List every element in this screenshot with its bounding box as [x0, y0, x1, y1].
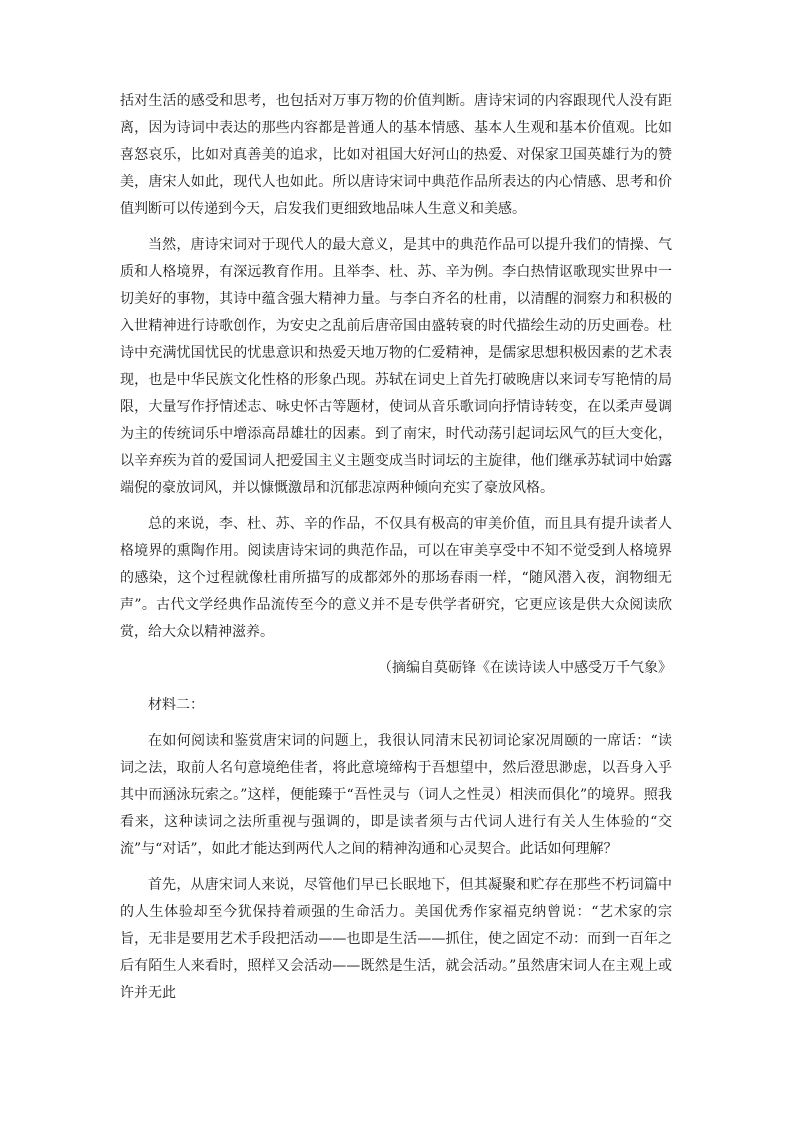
- paragraph-3: 总的来说，李、杜、苏、辛的作品，不仅具有极高的审美价值，而且具有提升读者人格境界的熏陶作用。阅读唐诗宋词的典范作品，可以在审美享受中不知不觉受到人格境界的感染，这个过程就像杜甫所描写的成都郊外的那场春雨一样，“随风潜入夜，润物细无声”。古代文学经典作品流传至今的意义并不是专供学者研究，它更应该是供大众阅读欣赏，给大众以精神滋养。: [120, 516, 672, 640]
- paragraph-1: 括对生活的感受和思考，也包括对万事万物的价值判断。唐诗宋词的内容跟现代人没有距离，因为诗词中表达的那些内容都是普通人的基本情感、基本人生观和基本价值观。比如喜怒哀乐，比如对真善美的追求，比如对祖国大好河山的热爱、对保家卫国英雄行为的赞美，唐宋人如此，现代人也如此。所以唐诗宋词中典范作品所表达的内心情感、思考和价值判断可以传递到今天，启发我们更细致地品味人生意义和美感。: [120, 93, 672, 217]
- paragraph-5: 首先，从唐宋词人来说，尽管他们早已长眠地下，但其凝聚和贮存在那些不朽词篇中的人生体验却至今犹保持着顽强的生命活力。美国优秀作家福克纳曾说：“艺术家的宗旨，无非是要用艺术手段把活动——也即是生活——抓住，使之固定不动：而到一百年之后有陌生人来看时，照样又会活动——既然是生活，就会活动。”虽然唐宋词人在主观上或许并无此: [120, 877, 672, 1001]
- paragraph-4: 在如何阅读和鉴赏唐宋词的问题上，我很认同清末民初词论家况周颐的一席话：“读词之法，取前人名句意境绝佳者，将此意境缔构于吾想望中，然后澄思渺虑，以吾身入乎其中而涵泳玩索之。”这样，便能臻于“吾性灵与（词人之性灵）相浃而俱化”的境界。照我看来，这种读词之法所重视与强调的，即是读者须与古代词人进行有关人生体验的“交流”与“对话”，如此才能达到两代人之间的精神沟通和心灵契合。此话如何理解？: [120, 733, 672, 857]
- paragraph-2: 当然，唐诗宋词对于现代人的最大意义，是其中的典范作品可以提升我们的情操、气质和人格境界，有深远教育作用。且举李、杜、苏、辛为例。李白热情讴歌现实世界中一切美好的事物，其诗中蕴含强大精神力量。与李白齐名的杜甫，以清醒的洞察力和积极的入世精神进行诗歌创作，为安史之乱前后唐帝国由盛转衰的时代描绘生动的历史画卷。杜诗中充满忧国忧民的忧患意识和热爱天地万物的仁爱精神，是儒家思想积极因素的艺术表现，也是中华民族文化性格的形象凸现。苏轼在词史上首先打破晚唐以来词专写艳情的局限，大量写作抒情述志、咏史怀古等题材，使词从音乐歌词向抒情诗转变，在以柔声曼调为主的传统词乐中增添高昂雄壮的因素。到了南宋，时代动荡引起词坛风气的巨大变化，以辛弃疾为首的爱国词人把爱国主义主题变成当时词坛的主旋律，他们继承苏轼词中始露端倪的豪放词风，并以慷慨激昂和沉郁悲凉两种倾向充实了豪放风格。: [120, 237, 672, 496]
- source-citation: （摘编自莫砺锋《在读诗读人中感受万千气象》: [378, 660, 672, 676]
- document-page: [120, 88, 672, 1016]
- material-2-label: 材料二：: [148, 697, 204, 713]
